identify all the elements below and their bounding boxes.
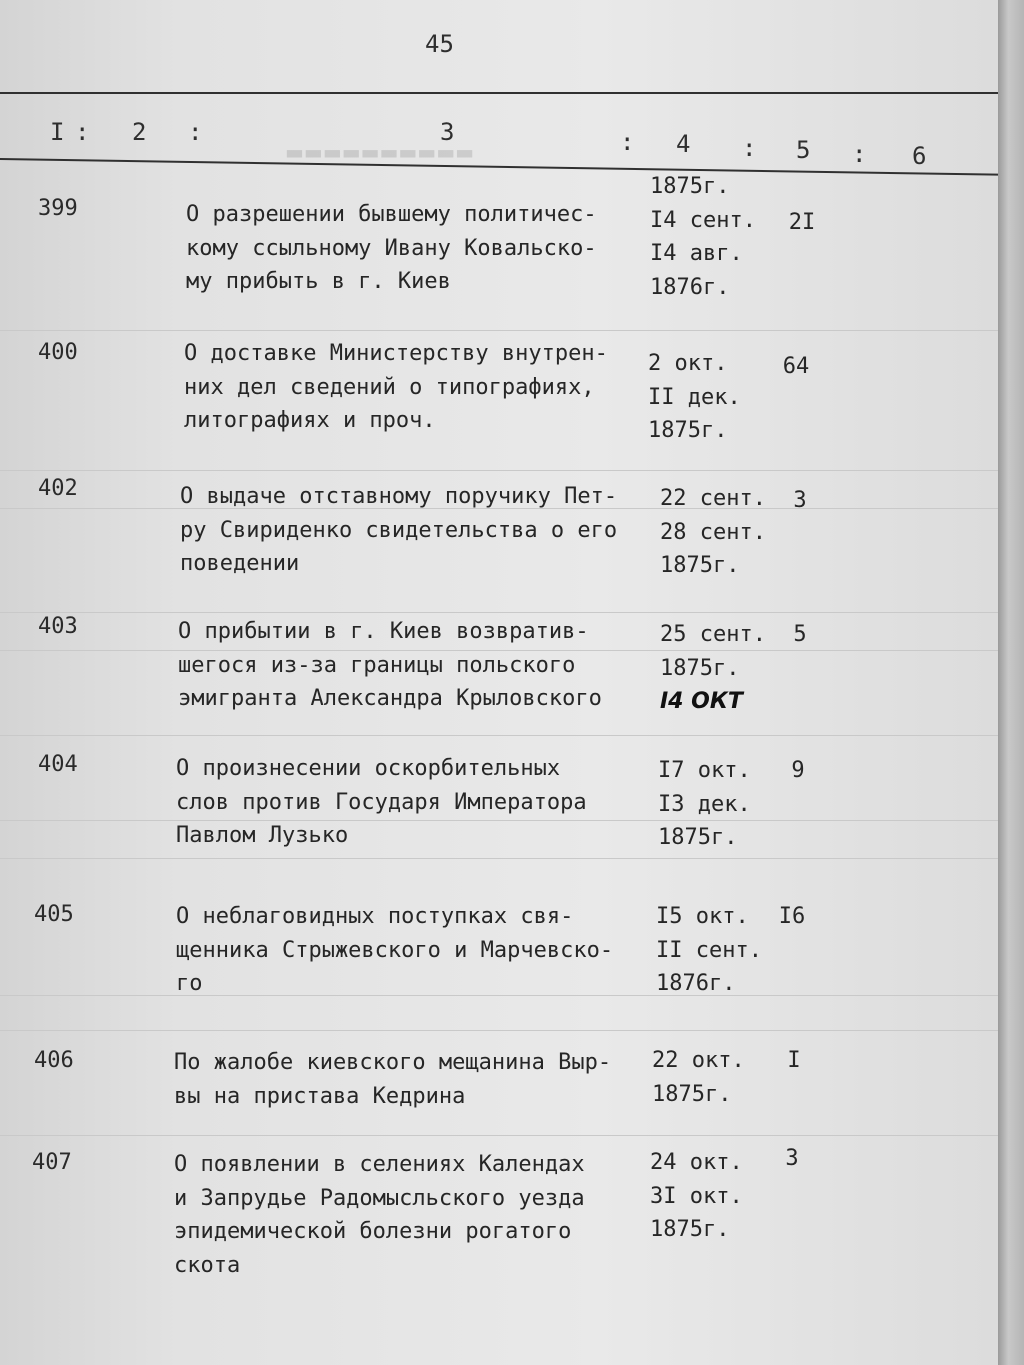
page-edge-shadow bbox=[998, 0, 1024, 1365]
column-header-4: 4 bbox=[676, 130, 691, 158]
bleed-through-text: ▬▬▬▬▬▬▬▬▬▬ bbox=[285, 140, 474, 164]
ruled-line bbox=[0, 1030, 998, 1031]
entry-sheet-count: 5 bbox=[793, 622, 807, 647]
date-line: 22 окт. bbox=[652, 1048, 745, 1073]
ruled-line bbox=[0, 1135, 998, 1136]
column-separator: : bbox=[852, 140, 867, 168]
entry-title bbox=[184, 337, 654, 438]
title-line: О неблаговидных поступках свя- bbox=[176, 904, 574, 929]
header-bottom-rule bbox=[0, 158, 998, 176]
entry-title bbox=[180, 480, 650, 581]
entry-number: 404 bbox=[38, 752, 78, 777]
entry-number: 402 bbox=[38, 476, 78, 501]
date-line: 28 сент. bbox=[660, 519, 766, 545]
entry-dates bbox=[658, 754, 751, 855]
entry-sheet-count: 9 bbox=[791, 758, 805, 783]
date-line: 1875г. bbox=[652, 1081, 732, 1107]
title-line: эпидемической болезни рогатого bbox=[174, 1219, 572, 1244]
entry-sheet-count: 2I bbox=[788, 210, 816, 235]
title-line: них дел сведений о типографиях, bbox=[184, 374, 595, 400]
title-line: литографиях и проч. bbox=[184, 408, 436, 433]
entry-dates bbox=[652, 1044, 745, 1111]
title-line: О произнесении оскорбительных bbox=[176, 756, 561, 781]
entry-sheet-count: 3 bbox=[785, 1146, 799, 1171]
entry-number: 405 bbox=[34, 902, 74, 927]
entry-title bbox=[174, 1046, 644, 1113]
column-separator: : bbox=[620, 128, 635, 156]
page-number: 45 bbox=[425, 30, 454, 58]
date-line: II сент. bbox=[656, 937, 762, 963]
entry-number: 407 bbox=[32, 1150, 72, 1175]
title-line: По жалобе киевского мещанина Выр- bbox=[174, 1050, 612, 1075]
title-line: кому ссыльному Ивану Ковальско- bbox=[186, 235, 597, 261]
date-line: 2 окт. bbox=[648, 351, 728, 376]
entry-number: 403 bbox=[38, 614, 78, 639]
title-line: му прибыть в г. Киев bbox=[186, 269, 451, 294]
title-line: ру Свириденко свидетельства о его bbox=[180, 517, 618, 543]
title-line: шегося из-за границы польского bbox=[178, 652, 576, 678]
title-line: О доставке Министерству внутрен- bbox=[184, 341, 608, 366]
title-line: О прибытии в г. Киев возвратив- bbox=[178, 619, 589, 644]
date-line: I7 окт. bbox=[658, 758, 751, 783]
column-header-3: 3 bbox=[440, 118, 455, 146]
entry-sheet-count: 3 bbox=[793, 488, 807, 513]
column-separator: : bbox=[742, 134, 757, 162]
entry-dates bbox=[650, 1146, 743, 1247]
date-line: 1875г. bbox=[660, 655, 740, 681]
column-separator: : bbox=[75, 118, 90, 146]
date-line: 1875г. bbox=[650, 1217, 730, 1242]
entry-sheet-count: I6 bbox=[778, 904, 806, 929]
title-line: щенника Стрыжевского и Марчевско- bbox=[176, 937, 614, 963]
entry-dates bbox=[648, 347, 741, 448]
column-header-5: 5 bbox=[796, 136, 811, 164]
date-line: 24 окт. bbox=[650, 1150, 743, 1175]
header-top-rule bbox=[0, 92, 998, 94]
column-separator: : bbox=[188, 118, 203, 146]
date-line: I5 окт. bbox=[656, 904, 749, 929]
entry-dates bbox=[650, 170, 756, 304]
handwritten-date: I4 ОКТ bbox=[660, 689, 743, 714]
date-line: 1876г. bbox=[650, 274, 730, 300]
date-line: 1876г. bbox=[656, 971, 736, 996]
entry-sheet-count: I bbox=[787, 1048, 801, 1073]
entry-title bbox=[176, 752, 646, 853]
date-line: I4 сент. bbox=[650, 207, 756, 233]
date-line: 1875г. bbox=[648, 418, 728, 443]
date-line: 1875г. bbox=[660, 553, 740, 578]
title-line: О появлении в селениях Календах bbox=[174, 1152, 585, 1177]
date-line: 22 сент. bbox=[660, 486, 766, 511]
column-header-1: I bbox=[50, 118, 65, 146]
title-line: скота bbox=[174, 1252, 241, 1278]
entry-dates bbox=[660, 482, 766, 583]
entry-title bbox=[176, 900, 646, 1001]
entry-title bbox=[186, 198, 656, 299]
title-line: и Запрудье Радомысльского уезда bbox=[174, 1185, 585, 1211]
date-line: 1875г. bbox=[650, 174, 730, 199]
title-line: слов против Государя Императора bbox=[176, 789, 587, 815]
title-line: эмигранта Александра Крыловского bbox=[178, 686, 602, 711]
ruled-line bbox=[0, 470, 998, 471]
title-line: вы на пристава Кедрина bbox=[174, 1083, 466, 1109]
ruled-line bbox=[0, 612, 998, 613]
column-header-2: 2 bbox=[132, 118, 147, 146]
date-line: 25 сент. bbox=[660, 622, 766, 647]
entry-number: 406 bbox=[34, 1048, 74, 1073]
title-line: Павлом Лузько bbox=[176, 823, 349, 848]
entry-dates bbox=[660, 618, 766, 719]
date-line: I3 дек. bbox=[658, 791, 751, 817]
entry-number: 399 bbox=[38, 196, 78, 221]
entry-dates bbox=[656, 900, 762, 1001]
title-line: О разрешении бывшему политичес- bbox=[186, 202, 597, 227]
ruled-line bbox=[0, 858, 998, 859]
date-line: II дек. bbox=[648, 384, 741, 410]
date-line: 1875г. bbox=[658, 825, 738, 850]
title-line: поведении bbox=[180, 551, 300, 576]
ruled-line bbox=[0, 735, 998, 736]
ruled-line bbox=[0, 330, 998, 331]
title-line: О выдаче отставному поручику Пет- bbox=[180, 484, 618, 509]
entry-title bbox=[174, 1148, 644, 1282]
title-line: го bbox=[176, 971, 203, 996]
entry-sheet-count: 64 bbox=[782, 354, 810, 379]
entry-number: 400 bbox=[38, 340, 78, 365]
entry-title bbox=[178, 615, 648, 716]
date-line: I4 авг. bbox=[650, 241, 743, 266]
column-header-6: 6 bbox=[912, 142, 927, 170]
date-line: 3I окт. bbox=[650, 1183, 743, 1209]
